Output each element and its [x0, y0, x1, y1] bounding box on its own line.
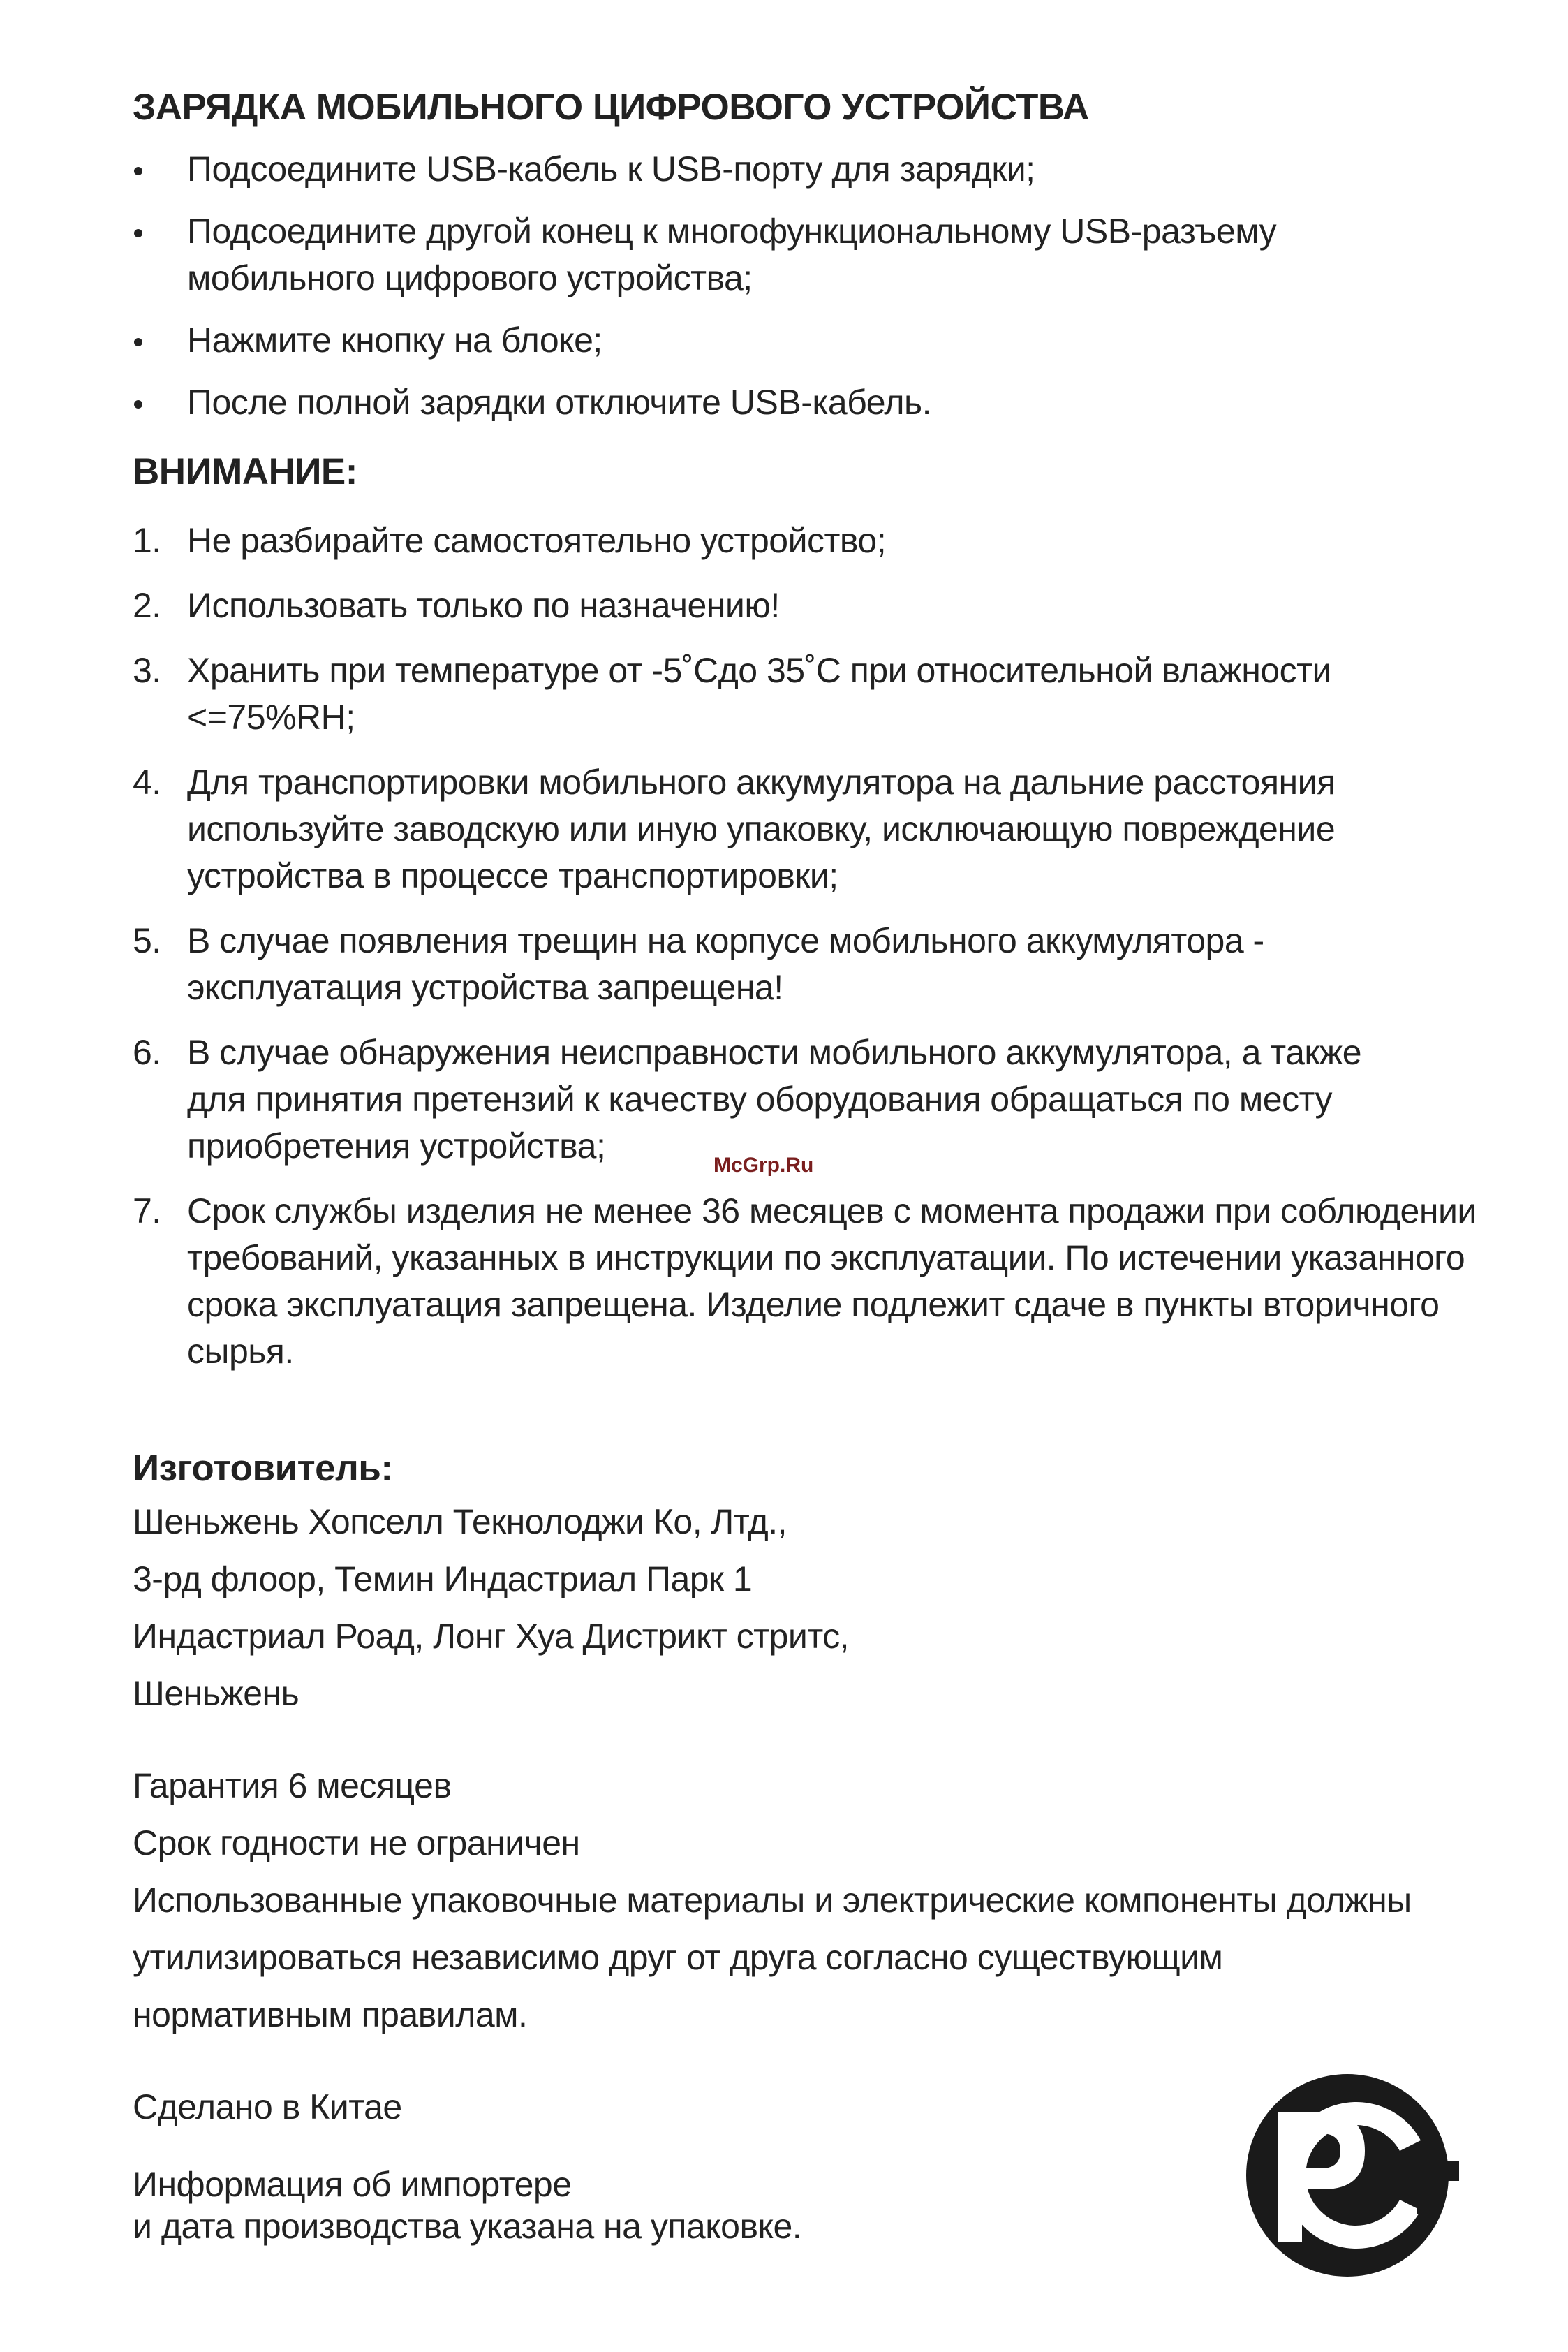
manufacturer-heading: Изготовитель:: [133, 1447, 393, 1489]
list-item: [133, 379, 1501, 426]
attention-list: [133, 517, 1501, 1375]
list-item: [133, 146, 1501, 193]
item-number: 3.: [133, 650, 161, 690]
step-text: После полной зарядки отключите USB-кабель.: [187, 382, 931, 422]
list-item: [133, 918, 1458, 1011]
bullet-icon: [134, 229, 142, 237]
item-number: 6.: [133, 1032, 161, 1072]
disposal-text: Использованные упаковочные материалы и электрические компоненты должны утилизироваться независимо друг от друга согласно существующим нормативным правилам.: [133, 1880, 1412, 2034]
shelf-life-text: Срок годности не ограничен: [133, 1823, 580, 1862]
list-item: [133, 517, 1501, 564]
bullet-icon: [134, 338, 142, 346]
manufacturer-address: [133, 1493, 1501, 1722]
address-line: Индастриал Роад, Лонг Хуа Дистрикт стритс,: [133, 1616, 850, 1656]
item-text: Не разбирайте самостоятельно устройство;: [187, 520, 887, 560]
item-number: 4.: [133, 762, 161, 802]
origin-text: Сделано в Китае: [133, 2087, 402, 2126]
item-number: 2.: [133, 585, 161, 625]
list-item: [133, 647, 1501, 741]
item-number: 7.: [133, 1191, 161, 1230]
charging-steps-list: [133, 146, 1501, 426]
importer-line: и дата производства указана на упаковке.: [133, 2206, 802, 2246]
bullet-icon: [134, 167, 142, 175]
charging-heading: ЗАРЯДКА МОБИЛЬНОГО ЦИФРОВОГО УСТРОЙСТВА: [133, 87, 1089, 128]
item-text: Для транспортировки мобильного аккумулятора на дальние расстояния используйте заводскую или иную упаковку, исключающую повреждение устройства в процессе транспортировки;: [187, 762, 1336, 895]
item-text: В случае появления трещин на корпусе мобильного аккумулятора - эксплуатация устройства запрещена!: [187, 920, 1264, 1007]
step-text: Подсоедините USB-кабель к USB-порту для зарядки;: [187, 149, 1035, 189]
list-item: [133, 759, 1346, 899]
item-number: 5.: [133, 920, 161, 960]
step-text: Подсоедините другой конец к многофункциональному USB-разъему мобильного цифрового устройства;: [187, 211, 1277, 297]
list-item: [133, 582, 1501, 629]
list-item: [133, 208, 1332, 302]
address-line: Шеньжень: [133, 1673, 299, 1713]
terms-block: [133, 1757, 1501, 2043]
warranty-text: Гарантия 6 месяцев: [133, 1765, 452, 1805]
list-item: [133, 1188, 1514, 1375]
item-text: Использовать только по назначению!: [187, 585, 780, 625]
importer-line: Информация об импортере: [133, 2164, 572, 2204]
document-page: [133, 84, 1501, 2247]
item-text: Срок службы изделия не менее 36 месяцев с момента продажи при соблюдении требований, указанных в инструкции по эксплуатации. По истечении указанного срока эксплуатация запрещена. Изделие подлежит сдаче в пункты вторичного сырья.: [187, 1191, 1477, 1371]
watermark: McGrp.Ru: [713, 1154, 814, 1177]
address-line: Шеньжень Хопселл Текнолоджи Ко, Лтд.,: [133, 1501, 787, 1541]
list-item: [133, 317, 1501, 364]
attention-heading: ВНИМАНИЕ:: [133, 450, 357, 492]
step-text: Нажмите кнопку на блоке;: [187, 320, 602, 360]
pct-certification-icon: [1243, 2064, 1459, 2287]
list-item: [133, 1029, 1388, 1170]
item-text: В случае обнаружения неисправности мобильного аккумулятора, а также для принятия претензий к качеству оборудования обращаться по месту приобретения устройства;: [187, 1032, 1362, 1166]
item-text: Хранить при температуре от -5˚Cдо 35˚C при относительной влажности <=75%RH;: [187, 650, 1331, 737]
item-number: 1.: [133, 520, 161, 560]
address-line: 3-рд флоор, Темин Индастриал Парк 1: [133, 1559, 753, 1598]
bullet-icon: [134, 400, 142, 409]
